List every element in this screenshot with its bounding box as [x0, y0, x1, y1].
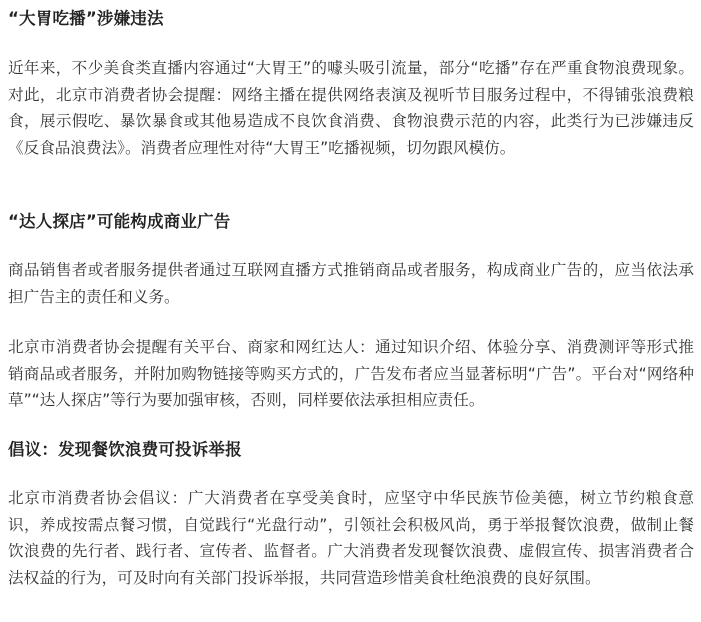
paragraph-mukbang: 近年来，不少美食类直播内容通过“大胃王”的噱头吸引流量，部分“吃播”存在严重食物浪费现象。对此，北京市消费者协会提醒：网络主播在提供网络表演及视听节目服务过程中，不得铺张浪费粮食，展示假吃、暴饮暴食或其他易造成不良饮食消费、食物浪费示范的内容，此类行为已涉嫌违反《反食品浪费法》。消费者应理性对待“大胃王”吃播视频，切勿跟风模仿。	[8, 59, 694, 157]
paragraph-complaint: 北京市消费者协会倡议：广大消费者在享受美食时，应坚守中华民族节俭美德，树立节约粮食意识，养成按需点餐习惯，自觉践行“光盘行动”，引领社会积极风尚，勇于举报餐饮浪费，做制止餐饮浪费的先行者、践行者、宣传者、监督者。广大消费者发现餐饮浪费、虚假宣传、损害消费者合法权益的行为，可及时向有关部门投诉举报，共同营造珍惜美食杜绝浪费的良好氛围。	[8, 489, 694, 587]
paragraph-influencer-ads-1: 商品销售者或者服务提供者通过互联网直播方式推销商品或者服务，构成商业广告的，应当依法承担广告主的责任和义务。	[8, 261, 694, 306]
section-heading-mukbang: “大胃吃播”涉嫌违法	[8, 9, 164, 28]
section-heading-complaint: 倡议：发现餐饮浪费可投诉举报	[8, 440, 242, 459]
paragraph-influencer-ads-2: 北京市消费者协会提醒有关平台、商家和网红达人：通过知识介绍、体验分享、消费测评等形式推销商品或者服务，并附加购物链接等购买方式的，广告发布者应当显著标明“广告”。平台对“网络种草”“达人探店”等行为要加强审核，否则，同样要依法承担相应责任。	[8, 338, 694, 409]
section-heading-influencer-ads: “达人探店”可能构成商业广告	[8, 212, 231, 231]
